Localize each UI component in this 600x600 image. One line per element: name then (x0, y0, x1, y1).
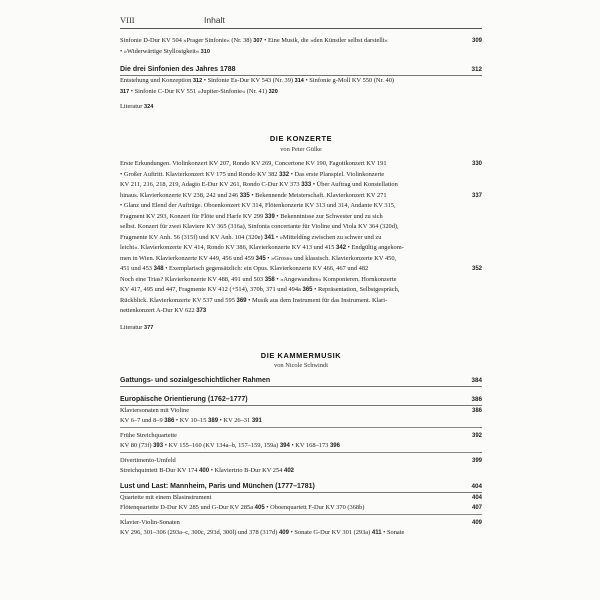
running-title: Inhalt (204, 15, 225, 25)
entry-text: Sinfonie D-Dur KV 504 »Prager Sinfonie« (Nr. 38) (120, 37, 252, 44)
toc-line: Erste Erkundungen. Violinkonzert KV 207, Rondo KV 269, Concertone KV 190, Fagottkonzert KV 191 330 (120, 160, 482, 167)
section-label: Die drei Sinfonien des Jahres 1788 (120, 66, 236, 73)
toc-line (120, 47, 482, 58)
toc-line: KV 80 (73f) 393 • KV 155–160 (KV 134a–b, 157–159, 159a) 394 • KV 168–173 396 (120, 441, 482, 453)
section-heading (120, 64, 482, 76)
toc-line: hinaus. Klavierkonzerte KV 238, 242 und 246 335 • Bekennende Meisterschaft. Klavierkonzert KV 271 337 (120, 191, 482, 199)
toc-line: Fragmente KV Anh. 56 (315f) und KV Anh. 104 (320e) 341 • »Mitteldíng zwischen zu schwer und zu (120, 233, 382, 241)
konzerte-body (120, 159, 482, 317)
part-author: von Peter Gülke (280, 146, 322, 153)
entry-text: • »Widerwärtige Styllosigkeit« (120, 47, 200, 55)
running-header (120, 14, 482, 29)
toc-line: • Großer Auftritt. Klavierkonzert KV 175 und Rondo KV 382 332 • Das erste Planspiel. Violinkonzerte (120, 170, 385, 178)
toc-line: nettenkonzert A-Dur KV 622 373 (120, 307, 207, 314)
entry-text: • Eine Musik, die »den Künstler selbst darstellt« (264, 37, 388, 44)
section-page: 312 (471, 66, 482, 73)
toc-line: KV 296, 301–306 (293a–c, 300c, 293d, 300l) und 378 (317d) 409 • Sonate G-Dur KV 301 (293a) 411 • Sonate (120, 529, 405, 536)
part-title: DIE KAMMERMUSIK (260, 350, 342, 360)
toc-subheading: Klaviersonaten mit Violine 386 (120, 406, 482, 414)
entry-page: 310 (200, 48, 210, 55)
toc-line: Streichquintett B-Dur KV 174 400 • Klaviertrio B-Dur KV 254 402 (120, 467, 295, 474)
toc-content (120, 36, 482, 600)
literatur-line: Literatur 377 (120, 323, 154, 331)
toc-line: selbst. Konzert für zwei Klaviere KV 365 (316a), Sinfonia concertante für Violine und Viola KV 364 (320d), (120, 223, 399, 230)
toc-line: 451 und 453 348 • Exemplarisch gegensätzlich: ein Opus. Klavierkonzerte KV 466, 467 und 482 352 (120, 265, 482, 272)
toc-line: KV 417, 495 und 447, Fragmente KV 412 (+514), 370b, 371 und 494a 365 • Repräsentation, Selbstgespräch, (120, 286, 400, 293)
toc-line (120, 36, 482, 47)
literatur-line: Literatur 324 (120, 103, 154, 110)
entry-page: 307 (253, 38, 263, 44)
section-heading: Gattungs- und sozialgeschichtlicher Rahmen 384 (120, 375, 482, 387)
toc-subheading: Frühe Streichquartette 392 (120, 431, 482, 439)
part-author: von Nicole Schwindt (274, 361, 328, 369)
section-heading: Lust und Last: Mannheim, Paris und München (1777–1781) 404 (120, 481, 482, 493)
toc-paragraph: Entstehung und Konzeption 312 • Sinfonie Es-Dur KV 543 (Nr. 39) 314 • Sinfonie g-Moll KV 550 (Nr. 40) 317 • Sinfonie C-Dur KV 551 »Jupiter-Sinfonie« (Nr. 41) 320 (120, 77, 395, 95)
toc-line: Noch eine Trias? Klavierkonzerte KV 488, 491 und 503 358 • »Angewandtes« Komponieren. Hornkonzerte (120, 275, 397, 283)
toc-subheading: Klavier-Violin-Sonaten 409 (120, 518, 482, 526)
toc-line: KV 6–7 und 8–9 386 • KV 10–15 389 • KV 26–31 391 (120, 416, 482, 428)
toc-line: KV 211, 216, 218, 219, Adagio E-Dur KV 261, Rondo C-Dur KV 373 333 • Über Auftrag und Konstellation (120, 181, 398, 188)
page-number: VIII (120, 15, 135, 25)
toc-line: men in Wien. Klavierkonzerte KV 449, 456 und 459 345 • »Gross« und klassisch. Klavierkonzerte KV 450, (120, 254, 397, 262)
toc-line: • Glanz und Elend der Aufträge. Oboenkonzert KV 314, Flötenkonzerte KV 313 und 314, Andante KV 315, (120, 202, 396, 209)
part-title: DIE KONZERTE (269, 134, 333, 143)
toc-line: Flötenquartette D-Dur KV 285 und G-Dur KV 285a 405 • Oboenquartett F-Dur KV 370 (368b) 407 (120, 503, 482, 515)
section-heading: Europäische Orientierung (1762–1777) 386 (120, 394, 482, 406)
entry-page: 309 (471, 38, 482, 44)
toc-subheading: Quartette mit einem Blasinstrument 404 (120, 493, 482, 501)
toc-line: Fragment KV 293, Konzert für Flöte und Harfe KV 299 339 • Bekenntnisse zur Schwester und zu sich (120, 212, 383, 220)
toc-line: Rückblick. Klavierkonzerte KV 537 und 595 369 • Musik aus dem Instrument für das Instrument. Klari- (120, 296, 388, 304)
toc-subheading: Divertimento-Umfeld 399 (120, 456, 482, 464)
toc-line: leicht«. Klavierkonzerte KV 414, Rondo KV 386, Klavierkonzerte KV 413 und 415 342 • Endgültig angekom- (120, 244, 404, 251)
